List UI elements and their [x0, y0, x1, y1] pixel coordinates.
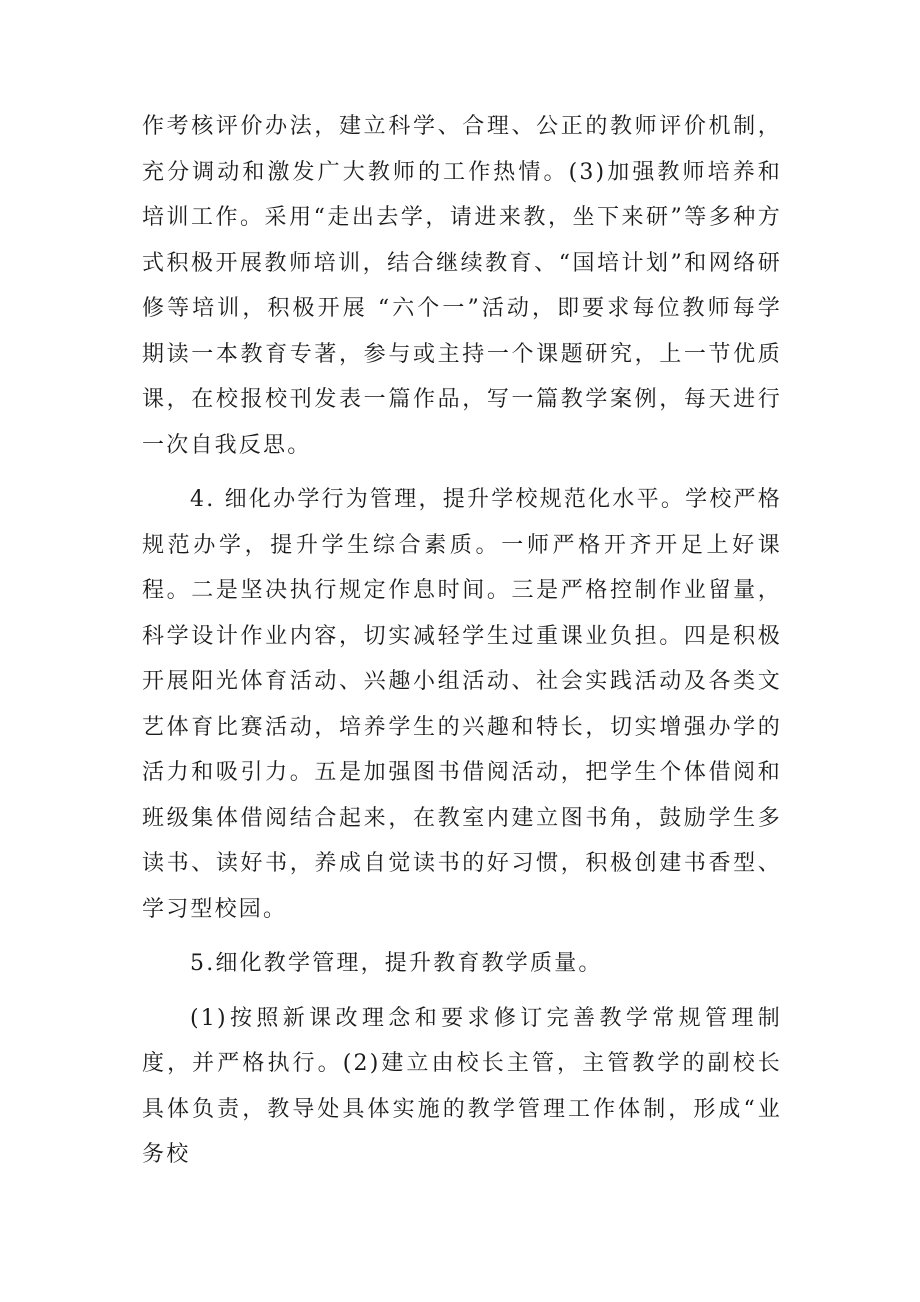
paragraph-section-5-heading: 5.细化教学管理，提升教育教学质量。 [190, 951, 603, 976]
paragraph-section-5-body: (1)按照新课改理念和要求修订完善教学常规管理制度，并严格执行。(2)建立由校长主管，主管教学的副校长具体负责，教导处具体实施的教学管理工作体制，形成“业务校 [142, 1005, 782, 1167]
paragraph-continuation: 作考核评价办法，建立科学、合理、公正的教师评价机制，充分调动和激发广大教师的工作热情。(3)加强教师培养和培训工作。采用“走出去学，请进来教，坐下来研”等多种方式积极开展教师培训，结合继续教育、“国培计划”和网络研修等培训，积极开展 “六个一”活动，即要求每位教师每学期读一本教育专著，参与或主持一个课题研究，上一节优质课，在校报校刊发表一篇作品，写一篇教学案例，每天进行一次自我反思。 [142, 114, 782, 458]
paragraph-section-4: 4. 细化办学行为管理，提升学校规范化水平。学校严格规范办学，提升学生综合素质。一师严格开齐开足上好课程。二是坚决执行规定作息时间。三是严格控制作业留量，科学设计作业内容，切实减轻学生过重课业负担。四是积极开展阳光体育活动、兴趣小组活动、社会实践活动及各类文艺体育比赛活动，培养学生的兴趣和特长，切实增强办学的活力和吸引力。五是加强图书借阅活动，把学生个体借阅和班级集体借阅结合起来，在教室内建立图书角，鼓励学生多读书、读好书，养成自觉读书的好习惯，积极创建书香型、学习型校园。 [142, 487, 782, 922]
document-body [142, 104, 782, 1178]
